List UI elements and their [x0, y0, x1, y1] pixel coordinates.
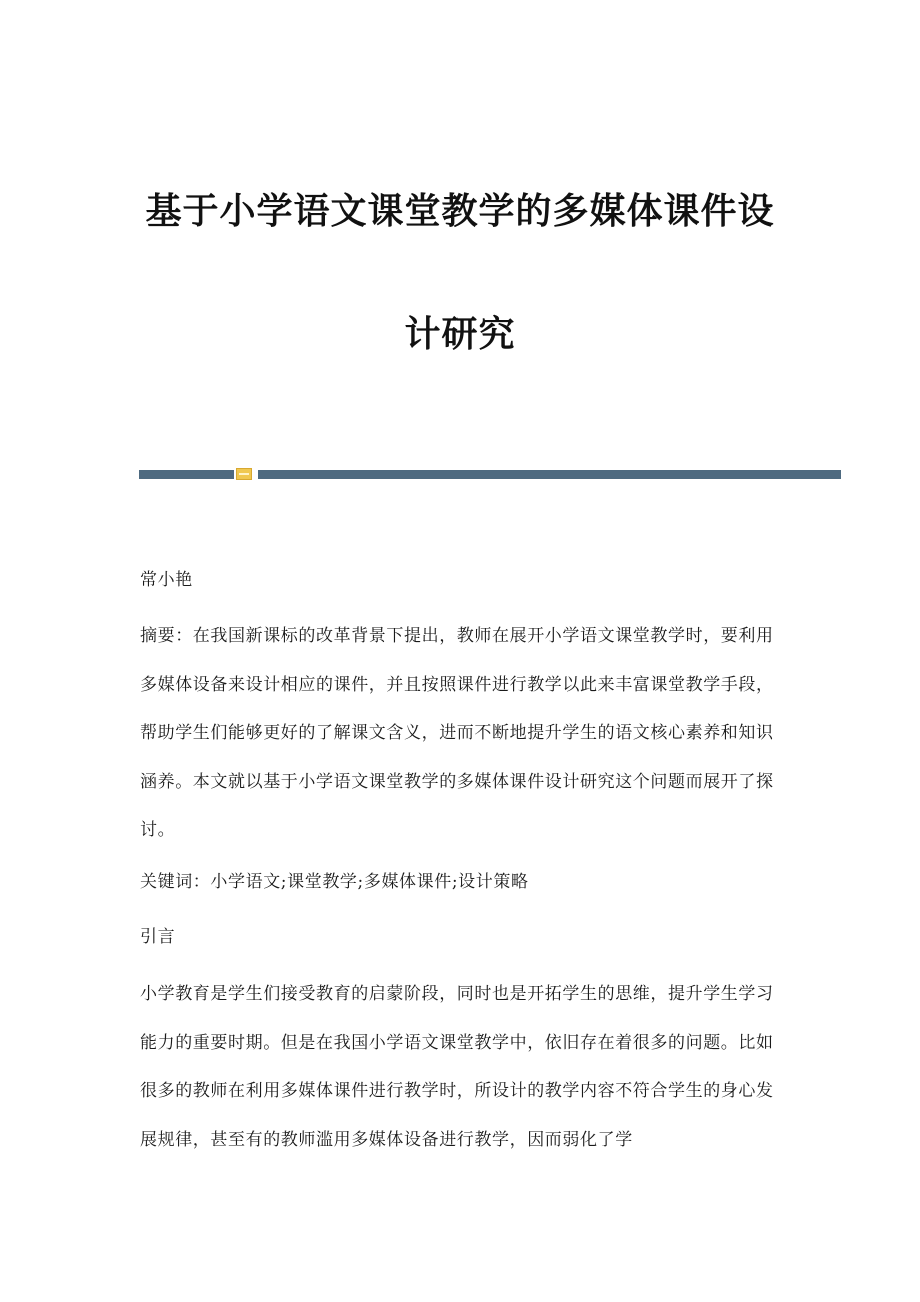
abstract-paragraph: 摘要：在我国新课标的改革背景下提出，教师在展开小学语文课堂教学时，要利用多媒体设备来设计相应的课件，并且按照课件进行教学以此来丰富课堂教学手段，帮助学生们能够更好的了解课文含义，进而不断地提升学生的语文核心素养和知识涵养。本文就以基于小学语文课堂教学的多媒体课件设计研究这个问题而展开了探讨。: [140, 626, 774, 840]
document-title-line-2: 计研究: [404, 314, 516, 355]
document-title-line-1: 基于小学语文课堂教学的多媒体课件设: [145, 191, 775, 232]
keywords-line: 关键词：小学语文;课堂教学;多媒体课件;设计策略: [140, 872, 529, 892]
divider-ornament-icon: [236, 468, 252, 480]
introduction-heading: 引言: [140, 927, 176, 947]
title-divider-right: [258, 470, 841, 479]
title-divider-left: [139, 470, 234, 479]
author-name: 常小艳: [140, 570, 193, 590]
introduction-paragraph: 小学教育是学生们接受教育的启蒙阶段，同时也是开拓学生的思维，提升学生学习能力的重要时期。但是在我国小学语文课堂教学中，依旧存在着很多的问题。比如很多的教师在利用多媒体课件进行教学时，所设计的教学内容不符合学生的身心发展规律，甚至有的教师滥用多媒体设备进行教学，因而弱化了学: [140, 984, 774, 1150]
